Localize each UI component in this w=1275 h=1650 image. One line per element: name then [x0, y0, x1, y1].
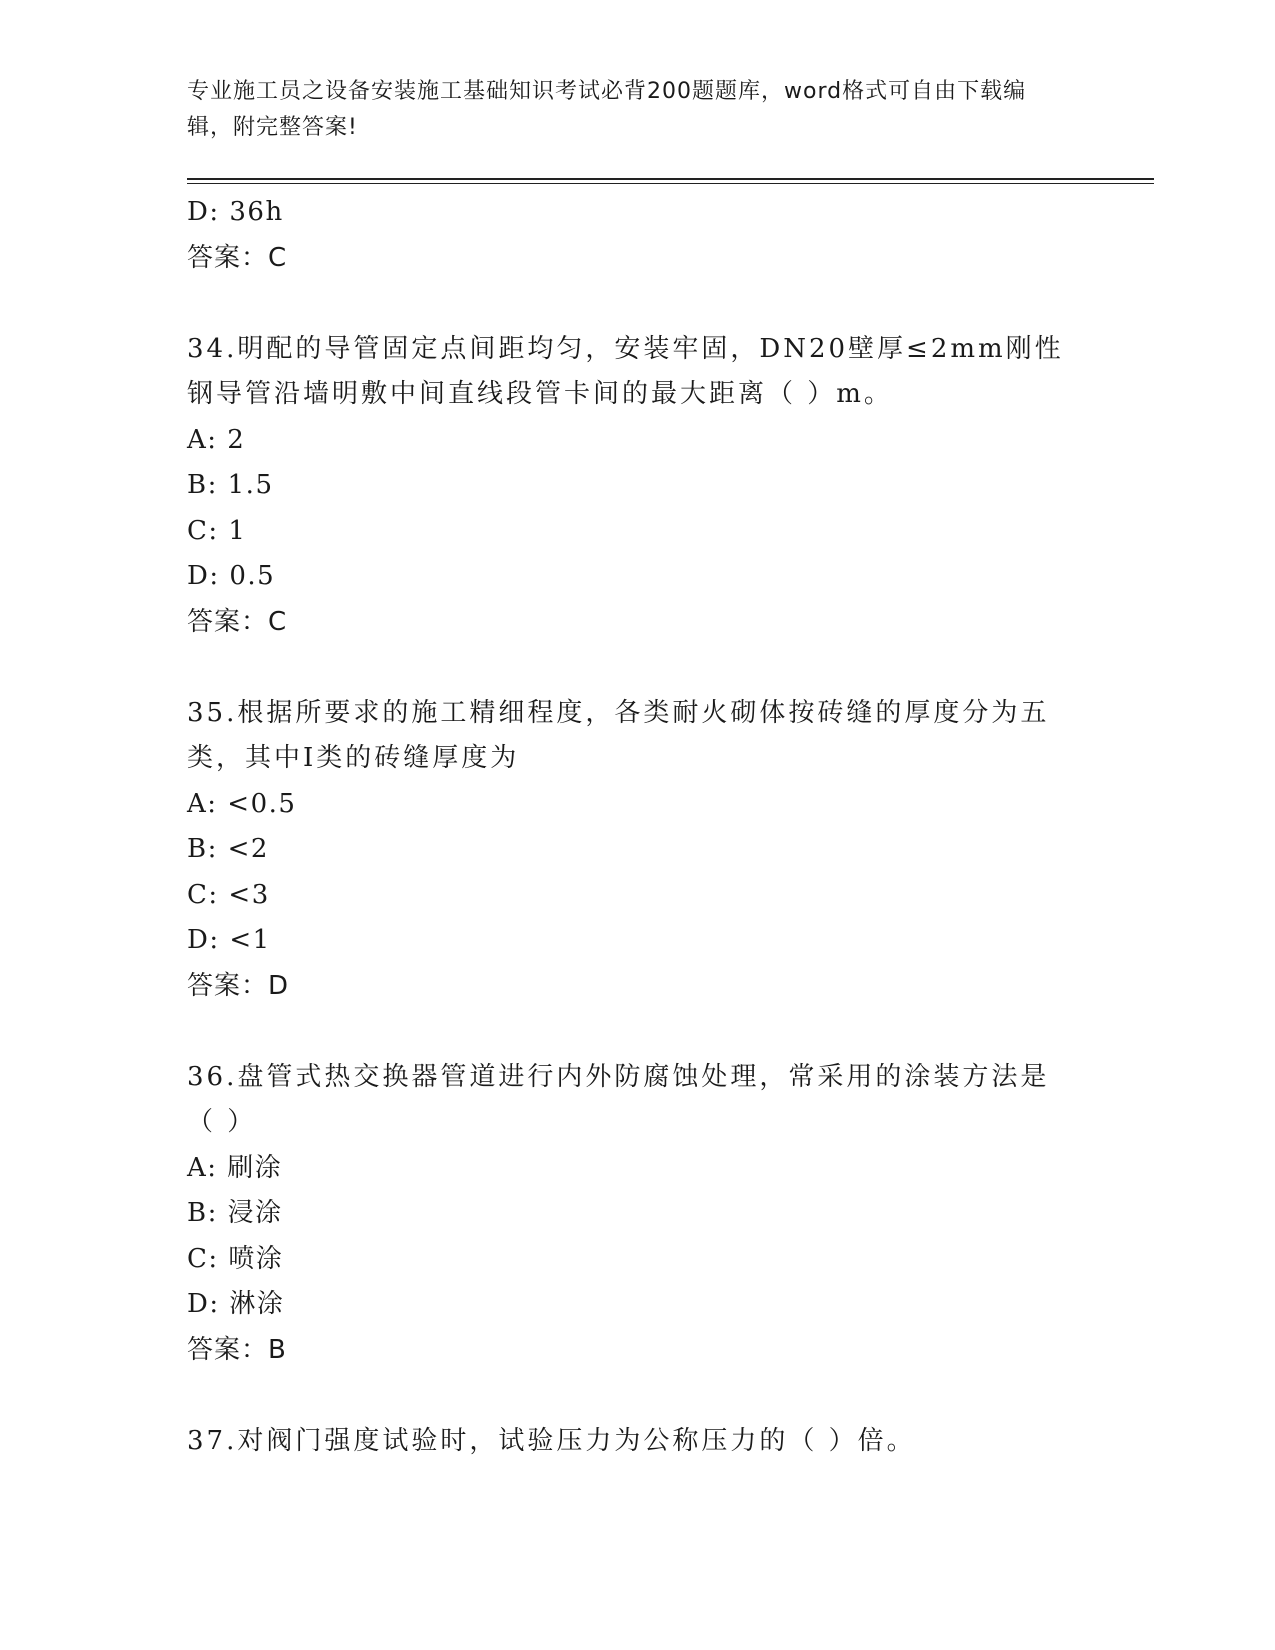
- question-35: [187, 691, 1087, 1010]
- question-34: [187, 327, 1087, 646]
- question-text: 35.根据所要求的施工精细程度，各类耐火砌体按砖缝的厚度分为五类，其中I类的砖缝厚度为: [187, 697, 1050, 773]
- option-d: D: 0.5: [187, 561, 276, 591]
- option-a: A: 2: [187, 424, 246, 455]
- answer-line: 答案：C: [187, 606, 288, 637]
- header-divider-thin: [187, 183, 1154, 184]
- option-c: C: 1: [187, 515, 247, 546]
- option-d: D: <1: [187, 925, 271, 955]
- header-divider: [187, 178, 1154, 180]
- option-a: A: 刷涂: [187, 1152, 283, 1183]
- answer-line: 答案：D: [187, 970, 290, 1001]
- question-list: [187, 190, 1087, 1464]
- answer-line: 答案：C: [187, 242, 288, 273]
- question-37: [187, 1419, 1087, 1465]
- document-header: 专业施工员之设备安装施工基础知识考试必背200题题库，word格式可自由下载编辑，附完整答案!: [187, 79, 1027, 140]
- question-text: 34.明配的导管固定点间距均匀，安装牢固，DN20壁厚≤2mm刚性钢导管沿墙明敷中间直线段管卡间的最大距离（ ）m。: [187, 333, 1064, 409]
- question-text: 37.对阀门强度试验时，试验压力为公称压力的（ ）倍。: [187, 1425, 916, 1456]
- question-36: [187, 1055, 1087, 1374]
- answer-line: 答案：B: [187, 1334, 287, 1365]
- option-d: D: 淋涂: [187, 1289, 285, 1319]
- option-c: C: <3: [187, 879, 270, 910]
- option-a: A: <0.5: [187, 788, 297, 819]
- option-d: D: 36h: [187, 197, 284, 227]
- option-b: B: <2: [187, 834, 269, 864]
- option-b: B: 浸涂: [187, 1198, 283, 1228]
- option-c: C: 喷涂: [187, 1243, 284, 1274]
- question-text: 36.盘管式热交换器管道进行内外防腐蚀处理，常采用的涂装方法是（ ）: [187, 1061, 1050, 1137]
- option-b: B: 1.5: [187, 470, 274, 500]
